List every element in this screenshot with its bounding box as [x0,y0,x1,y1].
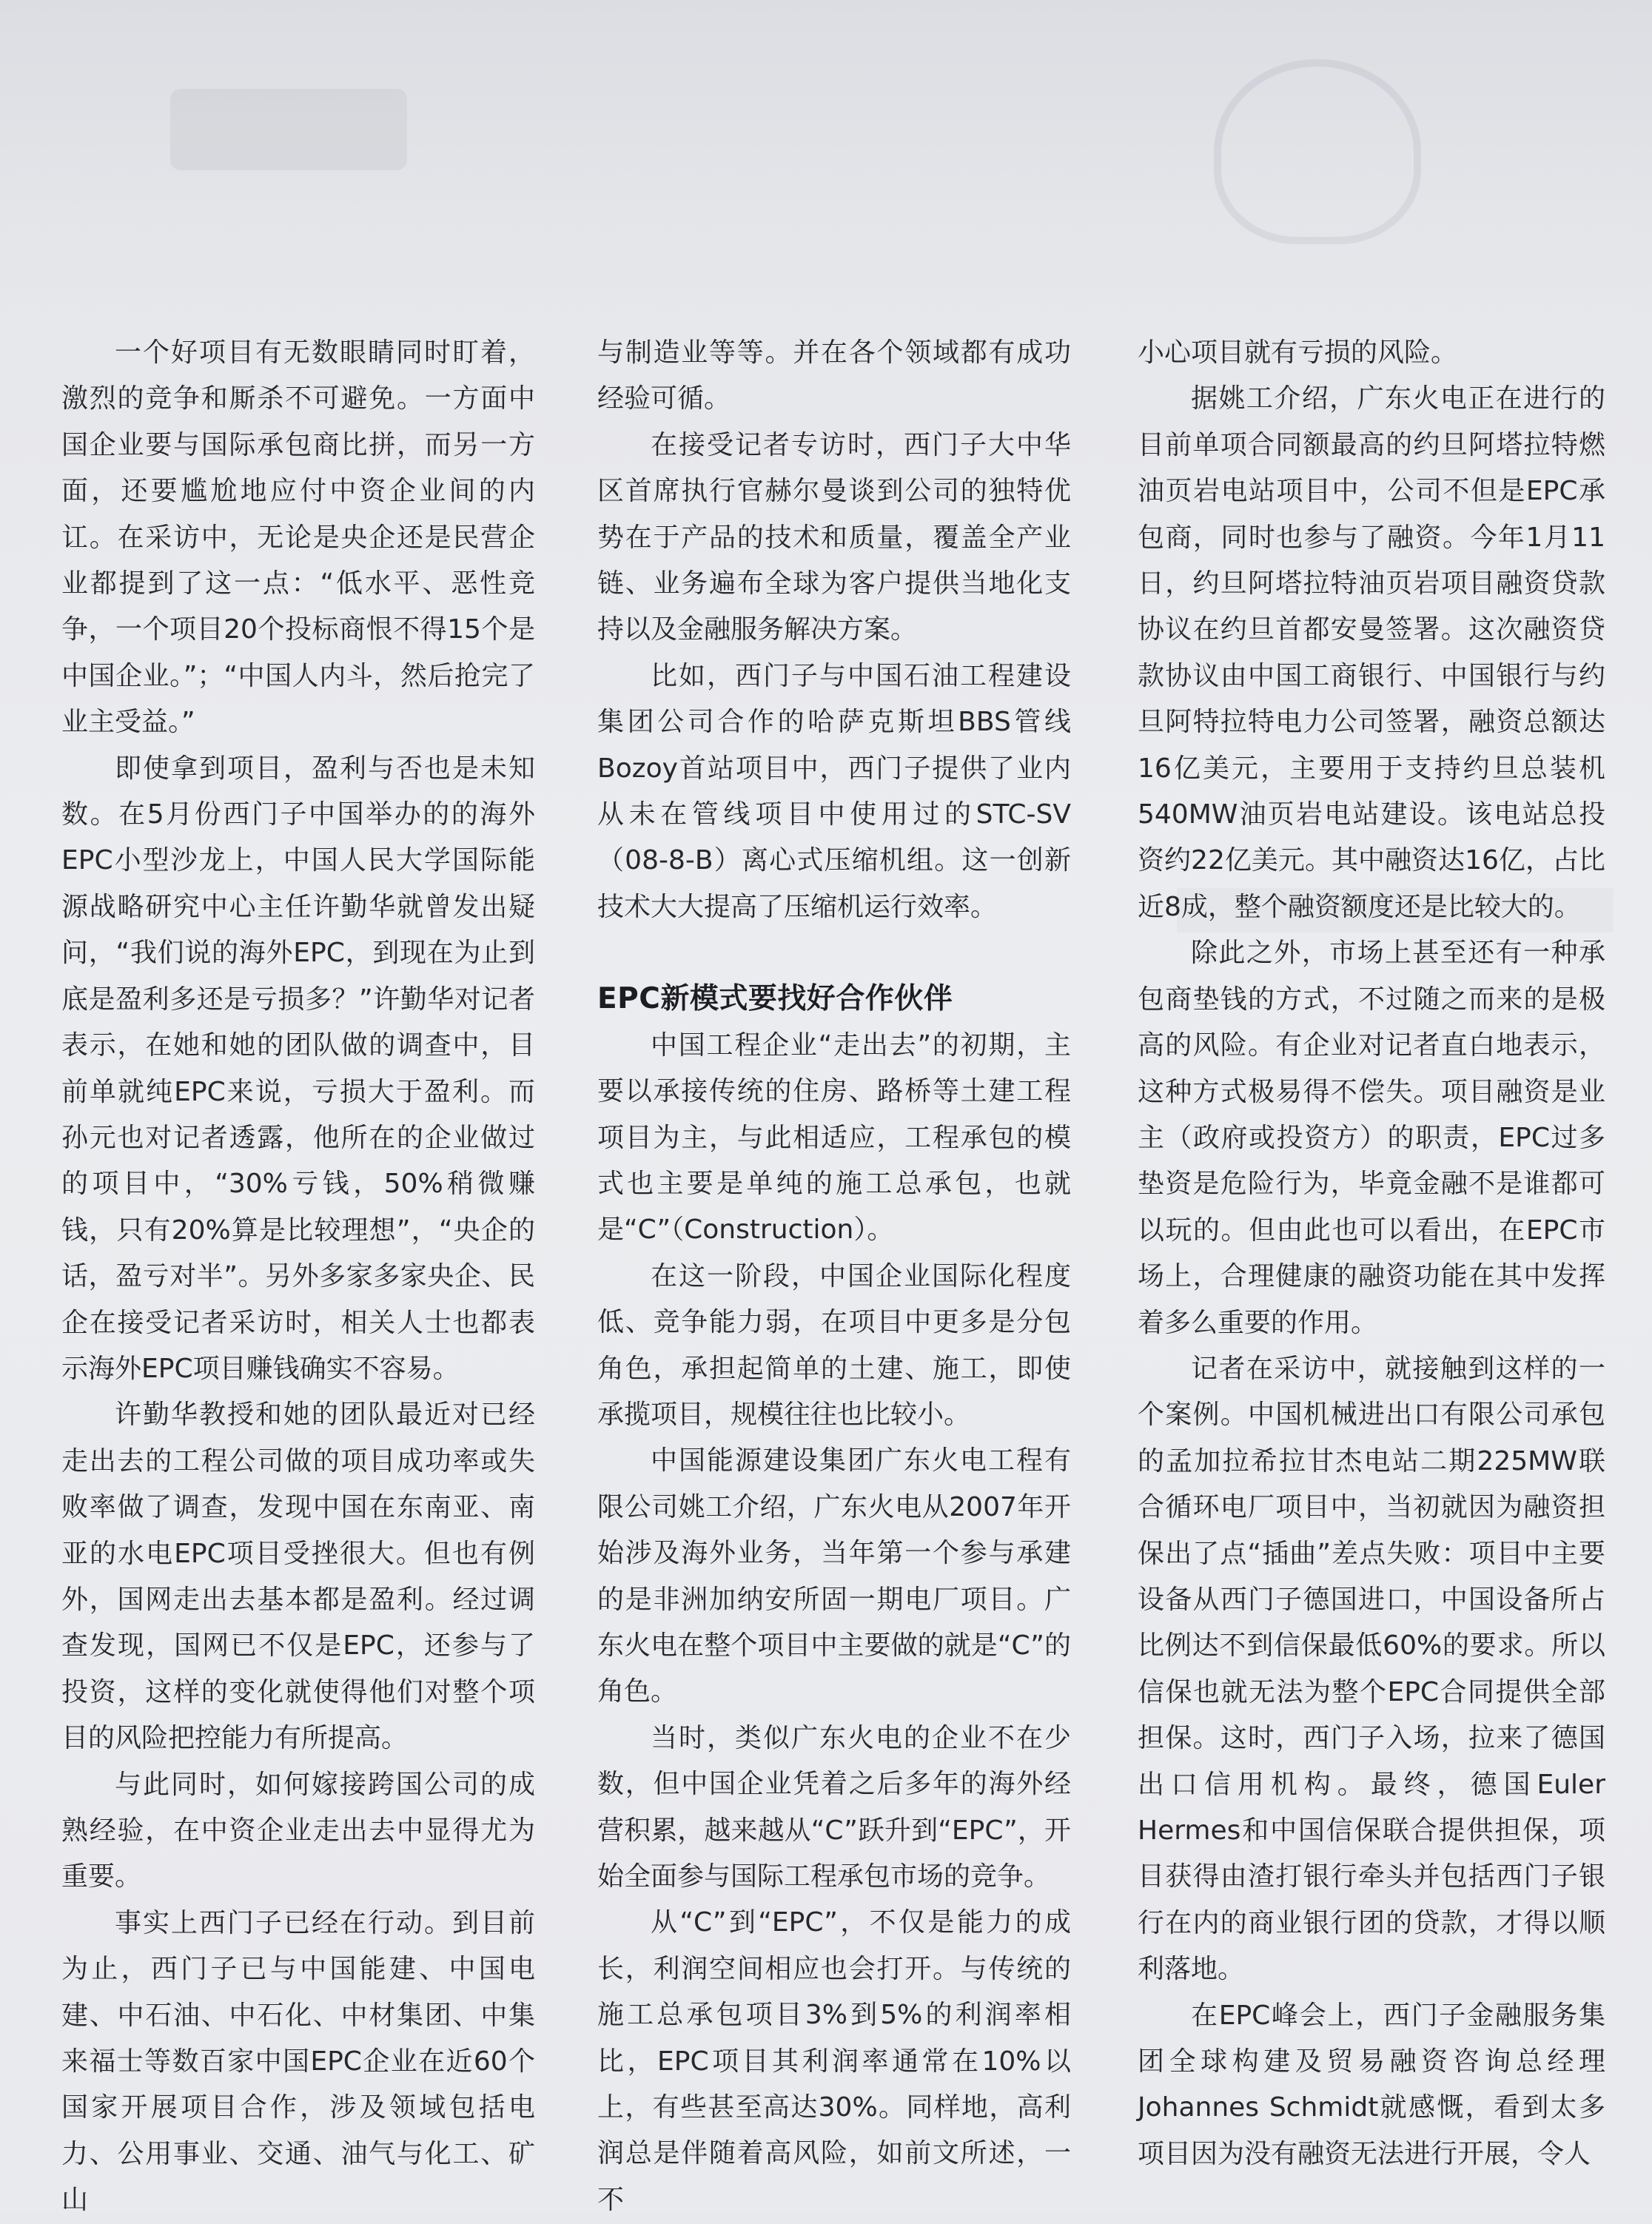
paragraph: 在EPC峰会上，西门子金融服务集团全球构建及贸易融资咨询总经理Johannes Schmidt就感慨，看到太多项目因为没有融资无法进行开展，令人 [1138,2000,1605,2169]
paragraph: 当时，类似广东火电的企业不在少数，但中国企业凭着之后多年的海外经营积累，越来越从“C”跃升到“EPC”，开始全面参与国际工程承包市场的竞争。 [597,1722,1071,1892]
column-middle [597,330,1071,2223]
paragraph: 一个好项目有无数眼睛同时盯着，激烈的竞争和厮杀不可避免。一方面中国企业要与国际承包商比拼，而另一方面，还要尴尬地应付中资企业间的内讧。在采访中，无论是央企还是民营企业都提到了这一点：“低水平、恶性竞争，一个项目20个投标商恨不得15个是中国企业。”；“中国人内斗，然后抢完了业主受益。” [61,337,535,738]
paragraph: 据姚工介绍，广东火电正在进行的目前单项合同额最高的约旦阿塔拉特燃油页岩电站项目中，公司不但是EPC承包商，同时也参与了融资。今年1月11日，约旦阿塔拉特油页岩项目融资贷款协议在约旦首都安曼签署。这次融资贷款协议由中国工商银行、中国银行与约旦阿特拉特电力公司签署，融资总额达16亿美元，主要用于支持约旦总装机540MW油页岩电站建设。该电站总投资约22亿美元。其中融资达16亿，占比近8成，整个融资额度还是比较大的。 [1138,383,1605,922]
paragraph: 记者在采访中，就接触到这样的一个案例。中国机械进出口有限公司承包的孟加拉希拉甘杰电站二期225MW联合循环电厂项目中，当初就因为融资担保出了点“插曲”差点失败：项目中主要设备从西门子德国进口，中国设备所占比例达不到信保最低60%的要求。所以信保也就无法为整个EPC合同提供全部担保。这时，西门子入场，拉来了德国出口信用机构。最终，德国Euler Hermes和中国信保联合提供担保，项目获得由渣打银行牵头并包括西门子银行在内的商业银行团的贷款，才得以顺利落地。 [1138,1353,1605,1985]
paragraph: 除此之外，市场上甚至还有一种承包商垫钱的方式，不过随之而来的是极高的风险。有企业对记者直白地表示，这种方式极易得不偿失。项目融资是业主（政府或投资方）的职责，EPC过多垫资是危险行为，毕竟金融不是谁都可以玩的。但由此也可以看出，在EPC市场上，合理健康的融资功能在其中发挥着多么重要的作用。 [1138,938,1605,1338]
paragraph: 中国能源建设集团广东火电工程有限公司姚工介绍，广东火电从2007年开始涉及海外业务，当年第一个参与承建的是非洲加纳安所固一期电厂项目。广东火电在整个项目中主要做的就是“C”的角色。 [597,1445,1071,1707]
section-heading: EPC新模式要找好合作伙伴 [597,982,953,1016]
bleed-through-glyph [1214,59,1421,244]
paragraph: 与此同时，如何嫁接跨国公司的成熟经验，在中资企业走出去中显得尤为重要。 [61,1769,535,1892]
paragraph: 在这一阶段，中国企业国际化程度低、竞争能力弱，在项目中更多是分包角色，承担起简单的土建、施工，即使承揽项目，规模往往也比较小。 [597,1260,1071,1430]
paragraph: 在接受记者专访时，西门子大中华区首席执行官赫尔曼谈到公司的独特优势在于产品的技术和质量，覆盖全产业链、业务遍布全球为客户提供当地化支持以及金融服务解决方案。 [597,429,1071,645]
paragraph: 事实上西门子已经在行动。到目前为止，西门子已与中国能建、中国电建、中石油、中石化、中材集团、中集来福士等数百家中国EPC企业在近60个国家开展项目合作，涉及领域包括电力、公用事业、交通、油气与化工、矿山 [61,1907,535,2216]
paragraph: 比如，西门子与中国石油工程建设集团公司合作的哈萨克斯坦BBS管线Bozoy首站项目中，西门子提供了业内从未在管线项目中使用过的STC-SV（08-8-B）离心式压缩机组。这一创新技术大大提高了压缩机运行效率。 [597,660,1071,922]
column-left [61,330,535,2224]
paragraph: 许勤华教授和她的团队最近对已经走出去的工程公司做的项目成功率或失败率做了调查，发现中国在东南亚、南亚的水电EPC项目受挫很大。但也有例外，国网走出去基本都是盈利。经过调查发现，国网已不仅是EPC，还参与了投资，这样的变化就使得他们对整个项目的风险把控能力有所提高。 [61,1400,535,1754]
bleed-through-block [170,89,407,170]
paragraph: 从“C”到“EPC”，不仅是能力的成长，利润空间相应也会打开。与传统的施工总承包项目3%到5%的利润率相比，EPC项目其利润率通常在10%以上，有些甚至高达30%。同样地，高利润总是伴随着高风险，如前文所述，一不 [597,1907,1071,2215]
paragraph-continued: 小心项目就有亏损的风险。 [1138,337,1458,368]
paragraph: 中国工程企业“走出去”的初期，主要以承接传统的住房、路桥等土建工程项目为主，与此相适应，工程承包的模式也主要是单纯的施工总承包，也就是“C”（Construction）。 [597,1029,1071,1246]
paragraph: 即使拿到项目，盈利与否也是未知数。在5月份西门子中国举办的的海外EPC小型沙龙上，中国人民大学国际能源战略研究中心主任许勤华就曾发出疑问，“我们说的海外EPC，到现在为止到底是盈利多还是亏损多？”许勤华对记者表示，在她和她的团队做的调查中，目前单就纯EPC来说，亏损大于盈利。而孙元也对记者透露，他所在的企业做过的项目中，“30%亏钱，50%稍微赚钱，只有20%算是比较理想”，“央企的话，盈亏对半”。另外多家多家央企、民企在接受记者采访时，相关人士也都表示海外EPC项目赚钱确实不容易。 [61,753,535,1384]
column-right [1138,330,1605,2177]
paragraph-continued: 与制造业等等。并在各个领域都有成功经验可循。 [597,337,1071,414]
